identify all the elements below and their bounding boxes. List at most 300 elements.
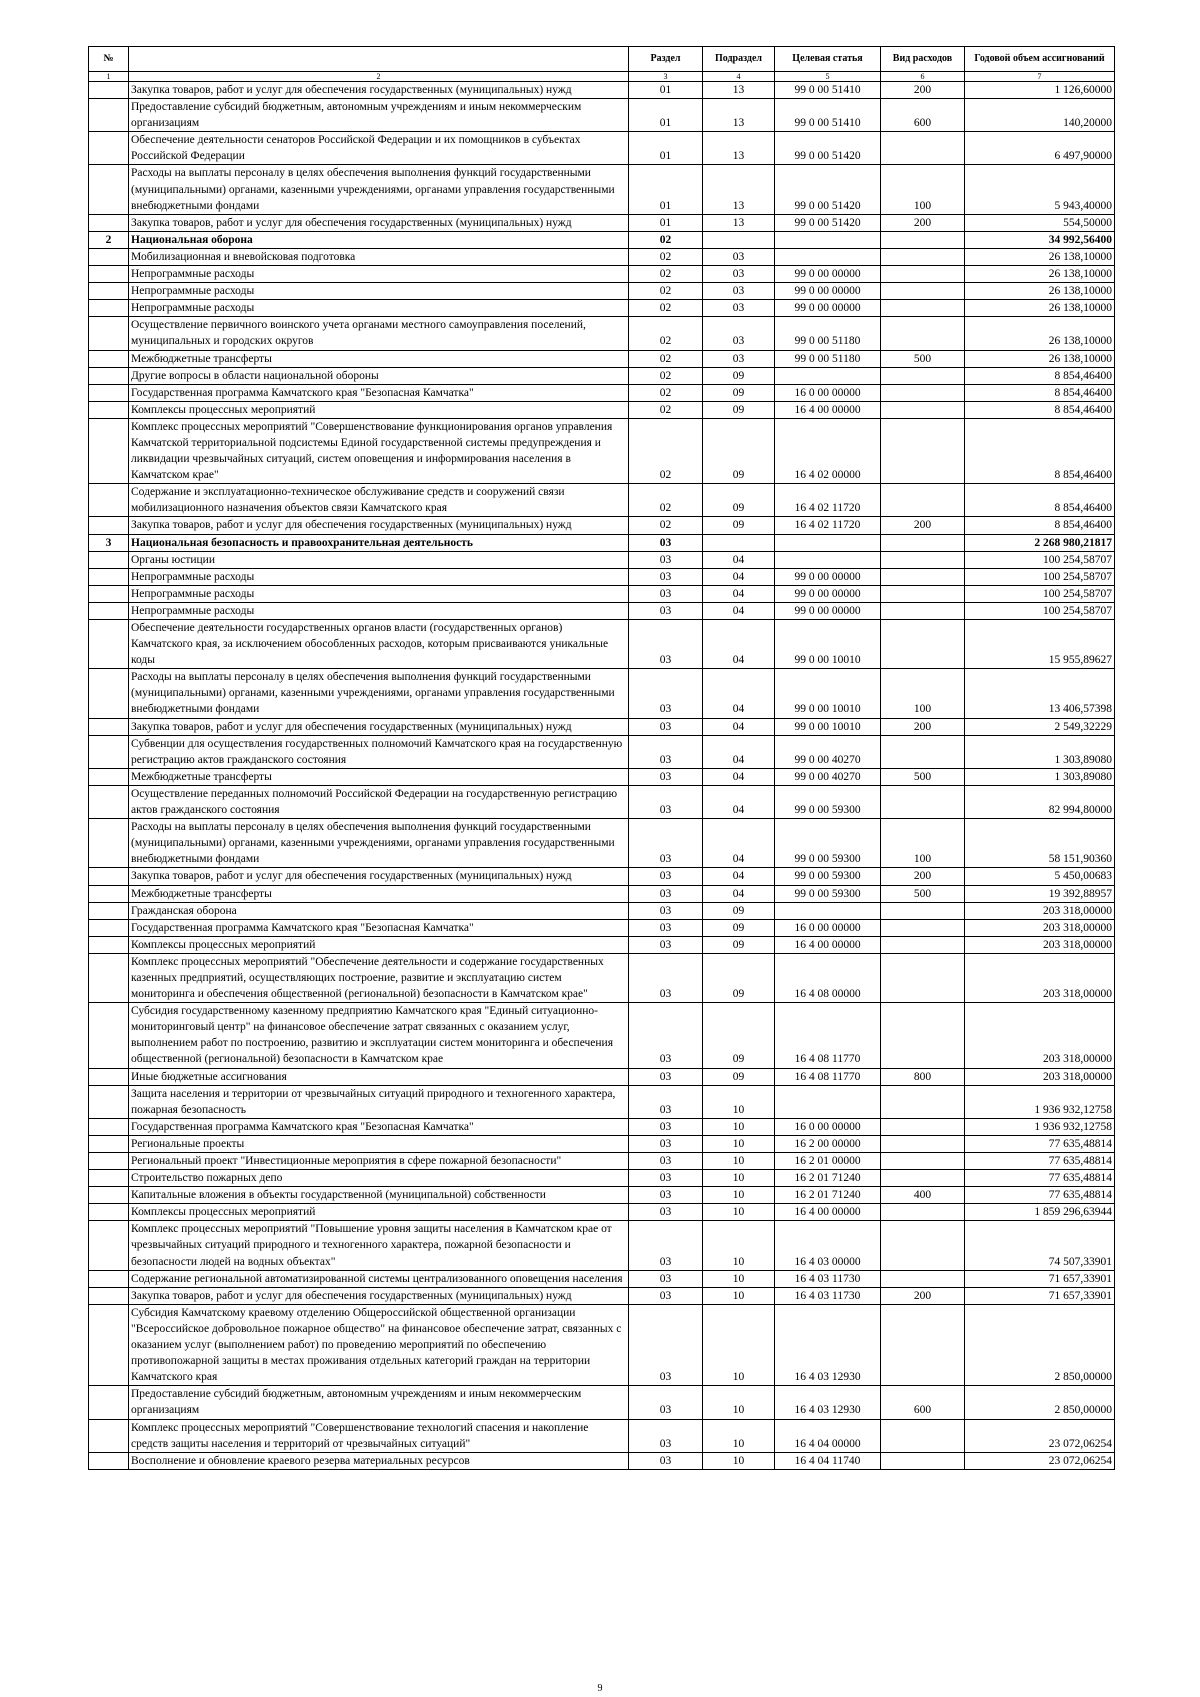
row-amount-cell: 100 254,58707	[965, 568, 1115, 585]
table-body	[89, 82, 1115, 1470]
row-name-cell: Расходы на выплаты персоналу в целях обеспечения выполнения функций государственными (муниципальными) органами, казенными учреждениями, органами управления государственными внебюджетными фондами	[129, 669, 629, 718]
row-expense-type-cell: 400	[881, 1187, 965, 1204]
row-subsection-cell: 10	[703, 1135, 775, 1152]
table-row	[89, 1135, 1115, 1152]
row-section-cell: 02	[629, 418, 703, 483]
row-expense-type-cell	[881, 551, 965, 568]
row-name-cell: Содержание и эксплуатационно-техническое обслуживание средств и сооружений связи мобилизационного назначения объектов связи Камчатского края	[129, 484, 629, 517]
row-subsection-cell: 10	[703, 1085, 775, 1118]
row-section-cell: 02	[629, 517, 703, 534]
table-row	[89, 902, 1115, 919]
row-expense-type-cell	[881, 1204, 965, 1221]
row-number-cell	[89, 585, 129, 602]
row-amount-cell: 1 303,89080	[965, 768, 1115, 785]
row-number-cell	[89, 484, 129, 517]
row-section-cell: 03	[629, 1386, 703, 1419]
row-amount-cell: 26 138,10000	[965, 266, 1115, 283]
row-target-item-cell: 99 0 00 59300	[775, 819, 881, 868]
row-name-cell: Закупка товаров, работ и услуг для обеспечения государственных (муниципальных) нужд	[129, 82, 629, 99]
row-name-cell: Закупка товаров, работ и услуг для обеспечения государственных (муниципальных) нужд	[129, 868, 629, 885]
row-subsection-cell: 13	[703, 82, 775, 99]
row-target-item-cell: 16 2 00 00000	[775, 1135, 881, 1152]
row-section-cell: 03	[629, 902, 703, 919]
row-number-cell	[89, 1419, 129, 1452]
row-name-cell: Национальная безопасность и правоохранительная деятельность	[129, 534, 629, 551]
row-section-cell: 03	[629, 669, 703, 718]
row-amount-cell: 74 507,33901	[965, 1221, 1115, 1270]
table-row	[89, 82, 1115, 99]
row-number-cell	[89, 367, 129, 384]
row-target-item-cell: 16 4 02 11720	[775, 484, 881, 517]
row-number-cell	[89, 902, 129, 919]
row-name-cell: Комплекс процессных мероприятий "Совершенствование технологий спасения и накопление средств защиты населения и территорий от чрезвычайных ситуаций"	[129, 1419, 629, 1452]
row-section-cell: 03	[629, 568, 703, 585]
row-number-cell	[89, 1287, 129, 1304]
row-target-item-cell: 16 4 04 11740	[775, 1452, 881, 1469]
table-row	[89, 1085, 1115, 1118]
row-section-cell: 03	[629, 1003, 703, 1068]
row-section-cell: 03	[629, 551, 703, 568]
row-section-cell: 01	[629, 165, 703, 214]
row-section-cell: 01	[629, 132, 703, 165]
row-expense-type-cell	[881, 317, 965, 350]
row-section-cell: 02	[629, 367, 703, 384]
row-amount-cell: 2 850,00000	[965, 1304, 1115, 1385]
row-target-item-cell: 99 0 00 00000	[775, 585, 881, 602]
row-section-cell: 03	[629, 735, 703, 768]
row-amount-cell: 140,20000	[965, 99, 1115, 132]
row-expense-type-cell: 500	[881, 768, 965, 785]
table-row	[89, 1419, 1115, 1452]
table-row	[89, 551, 1115, 568]
row-section-cell: 03	[629, 919, 703, 936]
row-expense-type-cell: 500	[881, 350, 965, 367]
row-subsection-cell: 09	[703, 484, 775, 517]
row-expense-type-cell	[881, 585, 965, 602]
row-expense-type-cell	[881, 919, 965, 936]
row-target-item-cell: 16 4 08 11770	[775, 1068, 881, 1085]
row-name-cell: Предоставление субсидий бюджетным, автономным учреждениям и иным некоммерческим организациям	[129, 99, 629, 132]
row-expense-type-cell	[881, 1118, 965, 1135]
row-name-cell: Государственная программа Камчатского края "Безопасная Камчатка"	[129, 1118, 629, 1135]
row-target-item-cell: 16 0 00 00000	[775, 1118, 881, 1135]
row-section-cell: 03	[629, 1270, 703, 1287]
row-expense-type-cell: 200	[881, 718, 965, 735]
row-expense-type-cell	[881, 1304, 965, 1385]
row-subsection-cell: 10	[703, 1118, 775, 1135]
col-header-name	[129, 47, 629, 72]
column-number-row	[89, 72, 1115, 82]
row-amount-cell: 2 850,00000	[965, 1386, 1115, 1419]
row-expense-type-cell	[881, 1170, 965, 1187]
row-target-item-cell: 16 4 02 00000	[775, 418, 881, 483]
row-name-cell: Государственная программа Камчатского края "Безопасная Камчатка"	[129, 919, 629, 936]
row-target-item-cell: 16 0 00 00000	[775, 384, 881, 401]
row-target-item-cell: 99 0 00 51420	[775, 132, 881, 165]
row-amount-cell: 8 854,46400	[965, 384, 1115, 401]
column-number: 3	[629, 72, 703, 82]
row-section-cell: 03	[629, 1452, 703, 1469]
row-subsection-cell: 10	[703, 1221, 775, 1270]
row-subsection-cell: 10	[703, 1386, 775, 1419]
row-name-cell: Непрограммные расходы	[129, 300, 629, 317]
row-subsection-cell: 10	[703, 1187, 775, 1204]
row-expense-type-cell	[881, 1085, 965, 1118]
table-row	[89, 885, 1115, 902]
row-target-item-cell	[775, 248, 881, 265]
table-row	[89, 1287, 1115, 1304]
table-row	[89, 919, 1115, 936]
row-expense-type-cell	[881, 735, 965, 768]
row-expense-type-cell	[881, 248, 965, 265]
row-name-cell: Закупка товаров, работ и услуг для обеспечения государственных (муниципальных) нужд	[129, 517, 629, 534]
column-number: 1	[89, 72, 129, 82]
row-amount-cell: 554,50000	[965, 214, 1115, 231]
row-amount-cell: 77 635,48814	[965, 1153, 1115, 1170]
row-section-cell: 01	[629, 82, 703, 99]
row-amount-cell: 26 138,10000	[965, 300, 1115, 317]
row-number-cell	[89, 1118, 129, 1135]
row-target-item-cell	[775, 902, 881, 919]
row-amount-cell: 23 072,06254	[965, 1452, 1115, 1469]
row-target-item-cell: 16 4 08 11770	[775, 1003, 881, 1068]
row-amount-cell: 203 318,00000	[965, 953, 1115, 1002]
table-row	[89, 484, 1115, 517]
row-section-cell: 02	[629, 266, 703, 283]
table-row	[89, 669, 1115, 718]
table-row	[89, 718, 1115, 735]
row-amount-cell: 203 318,00000	[965, 936, 1115, 953]
table-row	[89, 1386, 1115, 1419]
row-subsection-cell: 04	[703, 551, 775, 568]
row-amount-cell: 26 138,10000	[965, 317, 1115, 350]
row-expense-type-cell	[881, 534, 965, 551]
row-name-cell: Обеспечение деятельности сенаторов Российской Федерации и их помощников в субъектах Российской Федерации	[129, 132, 629, 165]
row-target-item-cell: 16 4 00 00000	[775, 1204, 881, 1221]
row-subsection-cell: 10	[703, 1170, 775, 1187]
row-subsection-cell: 09	[703, 384, 775, 401]
col-header-target-item: Целевая статья	[775, 47, 881, 72]
row-amount-cell: 2 549,32229	[965, 718, 1115, 735]
row-number-cell	[89, 735, 129, 768]
row-subsection-cell: 03	[703, 350, 775, 367]
row-amount-cell: 8 854,46400	[965, 517, 1115, 534]
row-amount-cell: 71 657,33901	[965, 1270, 1115, 1287]
row-section-cell: 03	[629, 534, 703, 551]
row-number-cell	[89, 620, 129, 669]
row-section-cell: 02	[629, 401, 703, 418]
row-amount-cell: 5 450,00683	[965, 868, 1115, 885]
row-amount-cell: 82 994,80000	[965, 785, 1115, 818]
row-section-cell: 03	[629, 1068, 703, 1085]
row-amount-cell: 8 854,46400	[965, 401, 1115, 418]
table-row	[89, 1304, 1115, 1385]
row-subsection-cell: 03	[703, 266, 775, 283]
table-row	[89, 585, 1115, 602]
row-target-item-cell: 99 0 00 51180	[775, 317, 881, 350]
row-section-cell: 03	[629, 885, 703, 902]
row-number-cell	[89, 384, 129, 401]
row-amount-cell: 19 392,88957	[965, 885, 1115, 902]
row-name-cell: Восполнение и обновление краевого резерва материальных ресурсов	[129, 1452, 629, 1469]
row-number-cell	[89, 936, 129, 953]
row-number-cell	[89, 1221, 129, 1270]
header-row	[89, 47, 1115, 72]
table-row	[89, 819, 1115, 868]
row-name-cell: Непрограммные расходы	[129, 585, 629, 602]
row-expense-type-cell	[881, 266, 965, 283]
row-target-item-cell: 16 4 02 11720	[775, 517, 881, 534]
column-number: 6	[881, 72, 965, 82]
row-expense-type-cell: 200	[881, 1287, 965, 1304]
row-expense-type-cell	[881, 1135, 965, 1152]
row-amount-cell: 1 126,60000	[965, 82, 1115, 99]
row-subsection-cell: 10	[703, 1204, 775, 1221]
row-expense-type-cell	[881, 418, 965, 483]
row-name-cell: Субсидия государственному казенному предприятию Камчатского края "Единый ситуационно-мониторинговый центр" на финансовое обеспечение затрат связанных с оказанием услуг, выполнением работ по построению, развитию и эксплуатации систем мониторинга и обеспечения общественной (региональной) безопасности в Камчатском крае	[129, 1003, 629, 1068]
table-row	[89, 1452, 1115, 1469]
row-target-item-cell: 99 0 00 40270	[775, 735, 881, 768]
row-target-item-cell: 99 0 00 40270	[775, 768, 881, 785]
table-row	[89, 99, 1115, 132]
row-section-cell: 03	[629, 819, 703, 868]
table-row	[89, 283, 1115, 300]
row-number-cell	[89, 919, 129, 936]
row-number-cell	[89, 1386, 129, 1419]
row-number-cell	[89, 669, 129, 718]
row-subsection-cell: 13	[703, 165, 775, 214]
table-row	[89, 568, 1115, 585]
row-number-cell	[89, 1187, 129, 1204]
table-row	[89, 1221, 1115, 1270]
row-target-item-cell: 16 4 03 11730	[775, 1287, 881, 1304]
table-row	[89, 1170, 1115, 1187]
row-amount-cell: 203 318,00000	[965, 1003, 1115, 1068]
budget-table-container	[88, 46, 1114, 1470]
row-section-cell: 03	[629, 768, 703, 785]
section-row	[89, 231, 1115, 248]
row-expense-type-cell	[881, 785, 965, 818]
row-number-cell	[89, 953, 129, 1002]
row-target-item-cell	[775, 367, 881, 384]
table-row	[89, 517, 1115, 534]
row-expense-type-cell	[881, 936, 965, 953]
table-row	[89, 1068, 1115, 1085]
row-amount-cell: 6 497,90000	[965, 132, 1115, 165]
row-subsection-cell: 13	[703, 214, 775, 231]
row-section-cell: 03	[629, 1221, 703, 1270]
row-number-cell	[89, 317, 129, 350]
row-name-cell: Непрограммные расходы	[129, 283, 629, 300]
table-row	[89, 350, 1115, 367]
row-section-cell: 03	[629, 1419, 703, 1452]
row-subsection-cell	[703, 231, 775, 248]
row-number-cell	[89, 1068, 129, 1085]
row-name-cell: Государственная программа Камчатского края "Безопасная Камчатка"	[129, 384, 629, 401]
row-name-cell: Иные бюджетные ассигнования	[129, 1068, 629, 1085]
row-name-cell: Закупка товаров, работ и услуг для обеспечения государственных (муниципальных) нужд	[129, 718, 629, 735]
row-number-cell	[89, 350, 129, 367]
row-name-cell: Капитальные вложения в объекты государственной (муниципальной) собственности	[129, 1187, 629, 1204]
row-subsection-cell: 09	[703, 953, 775, 1002]
row-subsection-cell: 09	[703, 401, 775, 418]
table-row	[89, 602, 1115, 619]
row-amount-cell: 8 854,46400	[965, 418, 1115, 483]
column-number: 7	[965, 72, 1115, 82]
row-subsection-cell: 09	[703, 902, 775, 919]
row-name-cell: Национальная оборона	[129, 231, 629, 248]
table-row	[89, 266, 1115, 283]
row-expense-type-cell: 500	[881, 885, 965, 902]
row-number-cell	[89, 132, 129, 165]
row-section-cell: 03	[629, 1287, 703, 1304]
row-expense-type-cell: 200	[881, 517, 965, 534]
row-section-cell: 02	[629, 484, 703, 517]
row-number-cell	[89, 1135, 129, 1152]
row-expense-type-cell: 200	[881, 214, 965, 231]
row-subsection-cell: 09	[703, 919, 775, 936]
row-number-cell	[89, 300, 129, 317]
table-row	[89, 785, 1115, 818]
row-section-cell: 02	[629, 300, 703, 317]
row-subsection-cell: 10	[703, 1452, 775, 1469]
table-row	[89, 1270, 1115, 1287]
row-amount-cell: 26 138,10000	[965, 283, 1115, 300]
row-target-item-cell: 99 0 00 00000	[775, 300, 881, 317]
table-row	[89, 1204, 1115, 1221]
row-expense-type-cell	[881, 384, 965, 401]
row-number-cell	[89, 82, 129, 99]
row-target-item-cell: 16 0 00 00000	[775, 919, 881, 936]
row-section-cell: 03	[629, 1118, 703, 1135]
row-expense-type-cell	[881, 401, 965, 418]
section-row	[89, 534, 1115, 551]
row-section-cell: 02	[629, 283, 703, 300]
row-section-cell: 03	[629, 1085, 703, 1118]
row-target-item-cell: 99 0 00 59300	[775, 785, 881, 818]
row-target-item-cell	[775, 551, 881, 568]
row-subsection-cell: 04	[703, 568, 775, 585]
row-subsection-cell: 04	[703, 819, 775, 868]
col-header-annual-amount: Годовой объем ассигнований	[965, 47, 1115, 72]
table-row	[89, 214, 1115, 231]
row-amount-cell: 34 992,56400	[965, 231, 1115, 248]
col-header-subsection: Подраздел	[703, 47, 775, 72]
row-expense-type-cell	[881, 1452, 965, 1469]
row-number-cell	[89, 551, 129, 568]
row-section-cell: 02	[629, 317, 703, 350]
row-name-cell: Содержание региональной автоматизированной системы централизованного оповещения населения	[129, 1270, 629, 1287]
row-number-cell	[89, 1153, 129, 1170]
row-name-cell: Строительство пожарных депо	[129, 1170, 629, 1187]
row-name-cell: Комплекс процессных мероприятий "Повышение уровня защиты населения в Камчатском крае от чрезвычайных ситуаций природного и техногенного характера, пожарной безопасности и безопасности людей на водных объектах"	[129, 1221, 629, 1270]
row-target-item-cell: 99 0 00 51410	[775, 82, 881, 99]
row-section-cell: 03	[629, 1153, 703, 1170]
row-section-cell: 01	[629, 99, 703, 132]
row-amount-cell: 203 318,00000	[965, 1068, 1115, 1085]
row-name-cell: Субвенции для осуществления государственных полномочий Камчатского края на государственную регистрацию актов гражданского состояния	[129, 735, 629, 768]
row-expense-type-cell	[881, 1003, 965, 1068]
table-row	[89, 132, 1115, 165]
row-number-cell	[89, 868, 129, 885]
row-expense-type-cell	[881, 953, 965, 1002]
row-subsection-cell: 10	[703, 1153, 775, 1170]
row-target-item-cell: 16 4 03 12930	[775, 1386, 881, 1419]
row-number-cell	[89, 1003, 129, 1068]
row-name-cell: Непрограммные расходы	[129, 266, 629, 283]
row-amount-cell: 8 854,46400	[965, 484, 1115, 517]
table-row	[89, 868, 1115, 885]
row-amount-cell: 23 072,06254	[965, 1419, 1115, 1452]
row-section-cell: 03	[629, 620, 703, 669]
table-row	[89, 1118, 1115, 1135]
row-subsection-cell: 10	[703, 1270, 775, 1287]
table-row	[89, 384, 1115, 401]
row-name-cell: Обеспечение деятельности государственных органов власти (государственных органов) Камчатского края, за исключением обособленных расходов, которым присваиваются уникальные коды	[129, 620, 629, 669]
row-section-cell: 02	[629, 350, 703, 367]
row-target-item-cell: 99 0 00 51410	[775, 99, 881, 132]
row-number-cell	[89, 418, 129, 483]
row-amount-cell: 8 854,46400	[965, 367, 1115, 384]
table-row	[89, 418, 1115, 483]
row-section-cell: 03	[629, 602, 703, 619]
row-target-item-cell	[775, 231, 881, 248]
row-amount-cell: 100 254,58707	[965, 551, 1115, 568]
row-name-cell: Межбюджетные трансферты	[129, 885, 629, 902]
row-subsection-cell	[703, 534, 775, 551]
row-target-item-cell: 99 0 00 10010	[775, 620, 881, 669]
row-target-item-cell: 16 2 01 71240	[775, 1187, 881, 1204]
row-number-cell	[89, 1270, 129, 1287]
row-subsection-cell: 04	[703, 669, 775, 718]
row-name-cell: Другие вопросы в области национальной обороны	[129, 367, 629, 384]
table-row	[89, 768, 1115, 785]
row-amount-cell: 100 254,58707	[965, 585, 1115, 602]
row-target-item-cell: 99 0 00 51420	[775, 165, 881, 214]
row-subsection-cell: 04	[703, 885, 775, 902]
row-name-cell: Осуществление первичного воинского учета органами местного самоуправления поселений, муниципальных и городских округов	[129, 317, 629, 350]
row-subsection-cell: 09	[703, 418, 775, 483]
table-row	[89, 1003, 1115, 1068]
row-subsection-cell: 10	[703, 1287, 775, 1304]
row-section-cell: 03	[629, 1170, 703, 1187]
row-target-item-cell: 16 4 03 12930	[775, 1304, 881, 1385]
page-number: 9	[597, 1683, 603, 1694]
row-name-cell: Комплексы процессных мероприятий	[129, 936, 629, 953]
row-number-cell	[89, 1452, 129, 1469]
table-row	[89, 401, 1115, 418]
row-section-cell: 02	[629, 248, 703, 265]
row-section-cell: 03	[629, 718, 703, 735]
row-expense-type-cell: 200	[881, 82, 965, 99]
row-amount-cell: 1 859 296,63944	[965, 1204, 1115, 1221]
table-row	[89, 1187, 1115, 1204]
row-subsection-cell: 04	[703, 718, 775, 735]
row-target-item-cell: 99 0 00 00000	[775, 602, 881, 619]
row-number-cell: 3	[89, 534, 129, 551]
row-number-cell	[89, 1085, 129, 1118]
row-subsection-cell: 03	[703, 300, 775, 317]
row-target-item-cell: 99 0 00 59300	[775, 868, 881, 885]
row-amount-cell: 77 635,48814	[965, 1135, 1115, 1152]
table-row	[89, 300, 1115, 317]
table-row	[89, 248, 1115, 265]
column-number: 5	[775, 72, 881, 82]
row-section-cell: 03	[629, 1135, 703, 1152]
col-header-expense-type: Вид расходов	[881, 47, 965, 72]
row-name-cell: Предоставление субсидий бюджетным, автономным учреждениям и иным некоммерческим организациям	[129, 1386, 629, 1419]
row-section-cell: 03	[629, 953, 703, 1002]
